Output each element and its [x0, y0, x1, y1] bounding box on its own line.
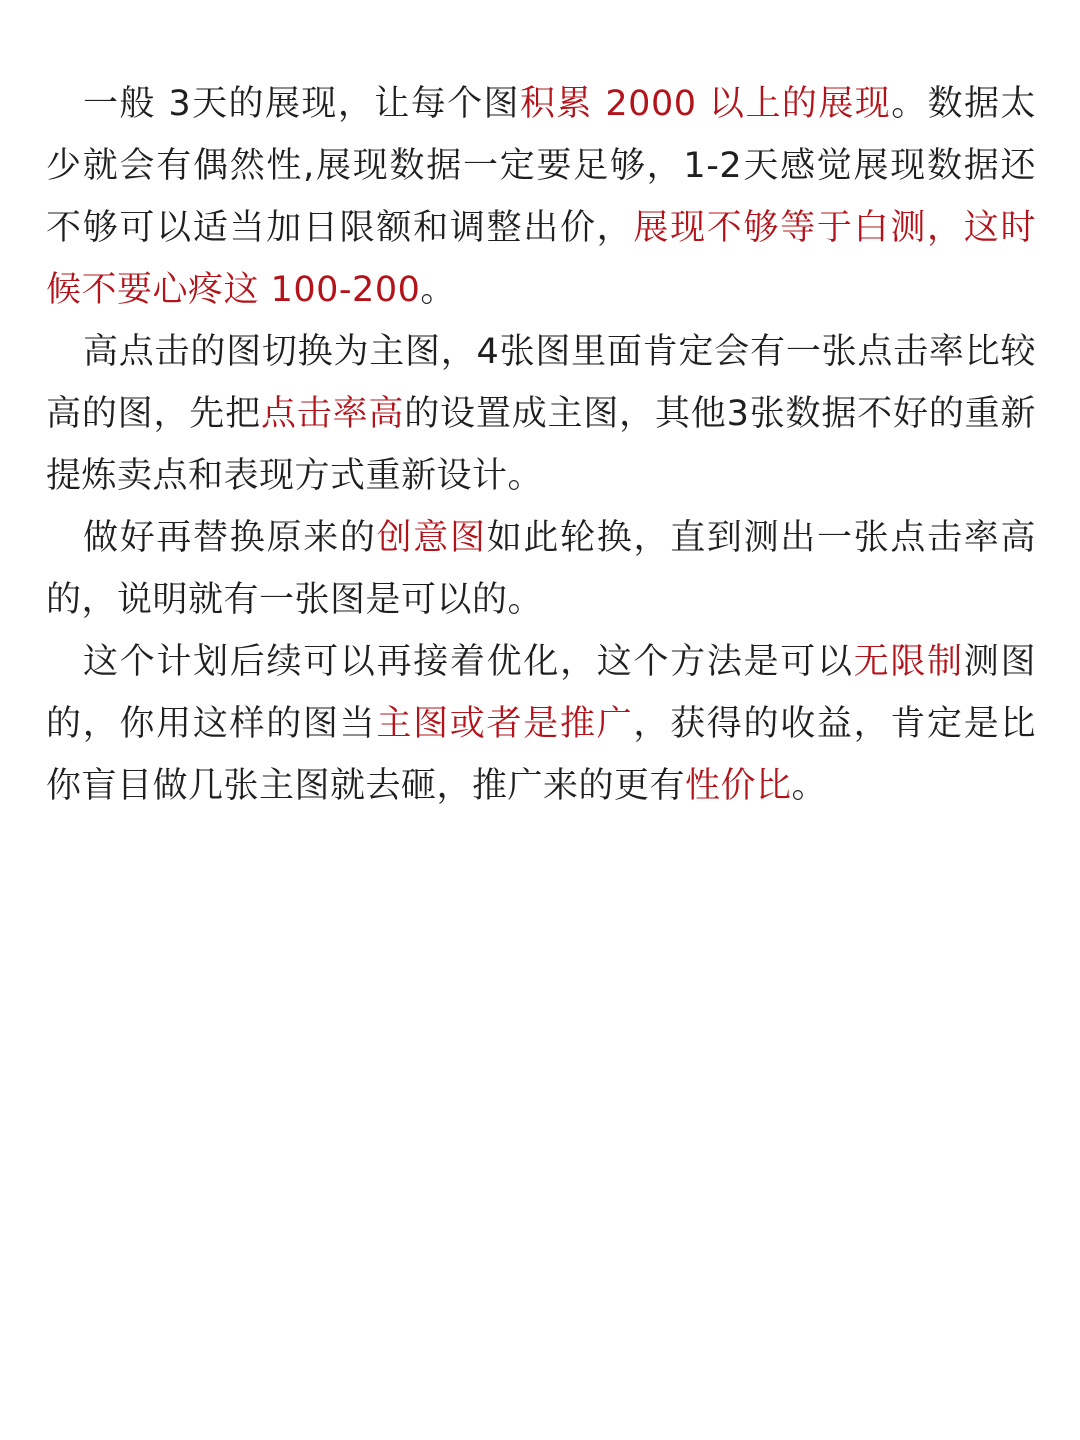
paragraph-1 — [46, 73, 1036, 321]
article-body — [46, 73, 1036, 817]
paragraph-1-segment-2: 。数据太少就会有偶然性,展现数据一定要足够，1-2天感觉展现数据还不够可以适当加日限额和调整出价， — [46, 84, 1036, 248]
paragraph-2-segment-2: 的设置成主图，其他3张数据不好的重新提炼卖点和表现方式重新设计。 — [46, 394, 1036, 496]
paragraph-4-segment-2: 测图的，你用这样的图当 — [46, 642, 1036, 744]
paragraph-2-highlight-1: 点击率高 — [260, 394, 405, 434]
paragraph-3-segment-1: 做好再替换原来的 — [83, 518, 377, 558]
paragraph-1-highlight-2: 展现不够等于白测，这时候不要心疼这 100-200 — [46, 208, 1036, 310]
paragraph-1-segment-1: 一般 3天的展现，让每个图 — [83, 84, 520, 124]
paragraph-2-segment-1: 高点击的图切换为主图，4张图里面肯定会有一张点击率比较高的图，先把 — [46, 332, 1036, 434]
paragraph-4-highlight-3: 性价比 — [685, 766, 792, 806]
paragraph-4-segment-3: ，获得的收益，肯定是比你盲目做几张主图就去砸，推广来的更有 — [46, 704, 1036, 806]
paragraph-1-segment-3: 。 — [420, 270, 456, 310]
paragraph-3-highlight-1: 创意图 — [376, 518, 487, 558]
paragraph-4-segment-4: 。 — [791, 766, 828, 806]
paragraph-1-highlight-1: 积累 2000 以上的展现 — [520, 84, 892, 124]
paragraph-2 — [46, 321, 1036, 507]
paragraph-4-highlight-1: 无限制 — [853, 642, 964, 682]
paragraph-3 — [46, 507, 1036, 631]
paragraph-4 — [46, 631, 1036, 817]
paragraph-4-segment-1: 这个计划后续可以再接着优化，这个方法是可以 — [83, 642, 854, 682]
paragraph-4-highlight-2: 主图或者是推广 — [376, 704, 634, 744]
paragraph-3-segment-2: 如此轮换，直到测出一张点击率高的，说明就有一张图是可以的。 — [46, 518, 1036, 620]
